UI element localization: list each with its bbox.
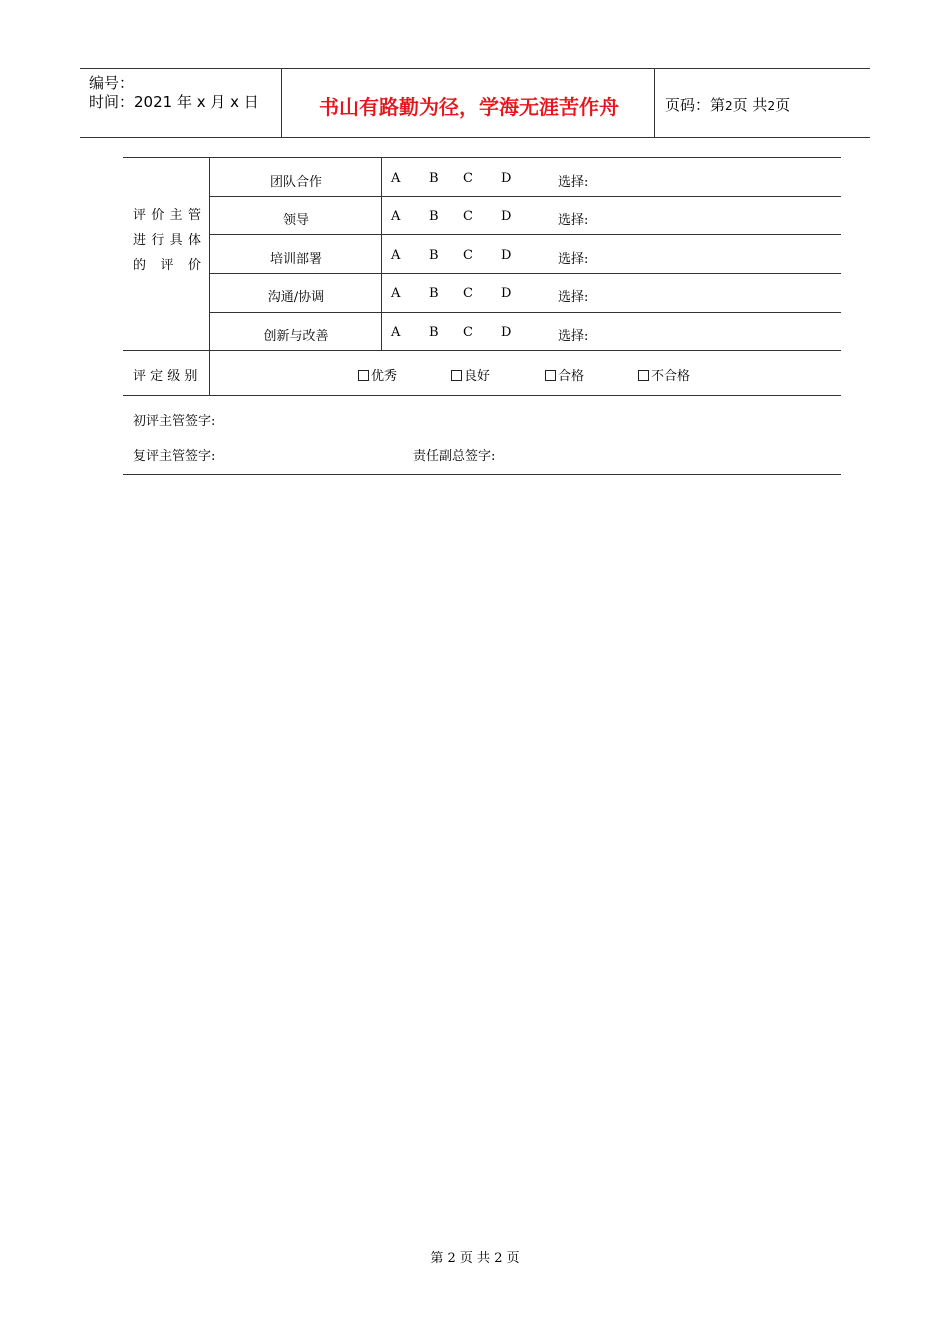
page-total: 2 (767, 99, 776, 113)
evaluation-section-label (133, 203, 201, 278)
review-supervisor-signature: 复评主管签字: (133, 449, 216, 464)
rating-fail-checkbox[interactable] (638, 365, 690, 384)
serial-number-label: 编号： (89, 74, 135, 92)
option-a[interactable]: A (391, 171, 401, 186)
option-a[interactable]: A (391, 286, 401, 301)
rating-level-label: 不合格 (651, 369, 691, 384)
option-b[interactable]: B (429, 209, 439, 224)
page-label: 页码：第 (665, 96, 726, 114)
option-d[interactable]: D (501, 248, 512, 263)
option-c[interactable]: C (463, 209, 473, 224)
rating-pass-checkbox[interactable] (545, 365, 584, 384)
checkbox-icon[interactable] (545, 370, 556, 381)
option-b[interactable]: B (429, 171, 439, 186)
initial-supervisor-signature: 初评主管签字: (133, 414, 216, 429)
vp-signature: 责任副总签字: (413, 449, 496, 464)
option-b[interactable]: B (429, 325, 439, 340)
date-label: 时间：2021 年 x 月 x 日 (89, 93, 259, 111)
rating-good-checkbox[interactable] (451, 365, 490, 384)
rating-level-label: 良好 (464, 369, 491, 384)
option-a[interactable]: A (391, 209, 401, 224)
option-c[interactable]: C (463, 248, 473, 263)
rating-level-label: 优秀 (371, 369, 398, 384)
option-c[interactable]: C (463, 286, 473, 301)
page-footer: 第 2 页 共 2 页 (430, 1251, 520, 1266)
option-b[interactable]: B (429, 286, 439, 301)
option-c[interactable]: C (463, 171, 473, 186)
table-rule (209, 196, 841, 197)
choice-label: 选择: (558, 213, 589, 228)
table-rule (123, 350, 841, 351)
section-label-line: 进行具体 (133, 233, 201, 248)
table-column-rule (381, 157, 382, 350)
option-b[interactable]: B (429, 248, 439, 263)
item-name: 培训部署 (269, 252, 322, 267)
header-page-info (665, 94, 790, 115)
table-rule (123, 474, 841, 475)
option-c[interactable]: C (463, 325, 473, 340)
item-name: 沟通/协调 (267, 290, 325, 305)
table-rule (123, 395, 841, 396)
section-label-line: 评价主管 (133, 208, 201, 223)
item-name: 领导 (282, 213, 309, 228)
table-rule (123, 157, 841, 158)
option-d[interactable]: D (501, 171, 512, 186)
section-label-line: 的 评 价 (133, 258, 201, 273)
option-d[interactable]: D (501, 325, 512, 340)
option-a[interactable]: A (391, 248, 401, 263)
table-rule (209, 273, 841, 274)
rating-excellent-checkbox[interactable] (358, 365, 397, 384)
evaluation-form (123, 157, 841, 475)
page-mid: 页 共 (732, 96, 768, 114)
rating-label: 评 定 级 别 (133, 369, 198, 384)
checkbox-icon[interactable] (638, 370, 649, 381)
choice-label: 选择: (558, 175, 589, 190)
checkbox-icon[interactable] (358, 370, 369, 381)
item-name: 创新与改善 (263, 329, 329, 344)
page-end: 页 (775, 96, 791, 114)
header-motto: 书山有路勤为径，学海无涯苦作舟 (319, 95, 619, 119)
checkbox-icon[interactable] (451, 370, 462, 381)
option-a[interactable]: A (391, 325, 401, 340)
choice-label: 选择: (558, 329, 589, 344)
page-current: 2 (725, 99, 733, 113)
table-rule (209, 234, 841, 235)
option-d[interactable]: D (501, 209, 512, 224)
item-name: 团队合作 (269, 175, 322, 190)
choice-label: 选择: (558, 290, 589, 305)
option-d[interactable]: D (501, 286, 512, 301)
rating-level-label: 合格 (558, 369, 585, 384)
table-rule (209, 312, 841, 313)
table-column-rule (209, 157, 210, 395)
page-header (80, 68, 870, 138)
choice-label: 选择: (558, 252, 589, 267)
